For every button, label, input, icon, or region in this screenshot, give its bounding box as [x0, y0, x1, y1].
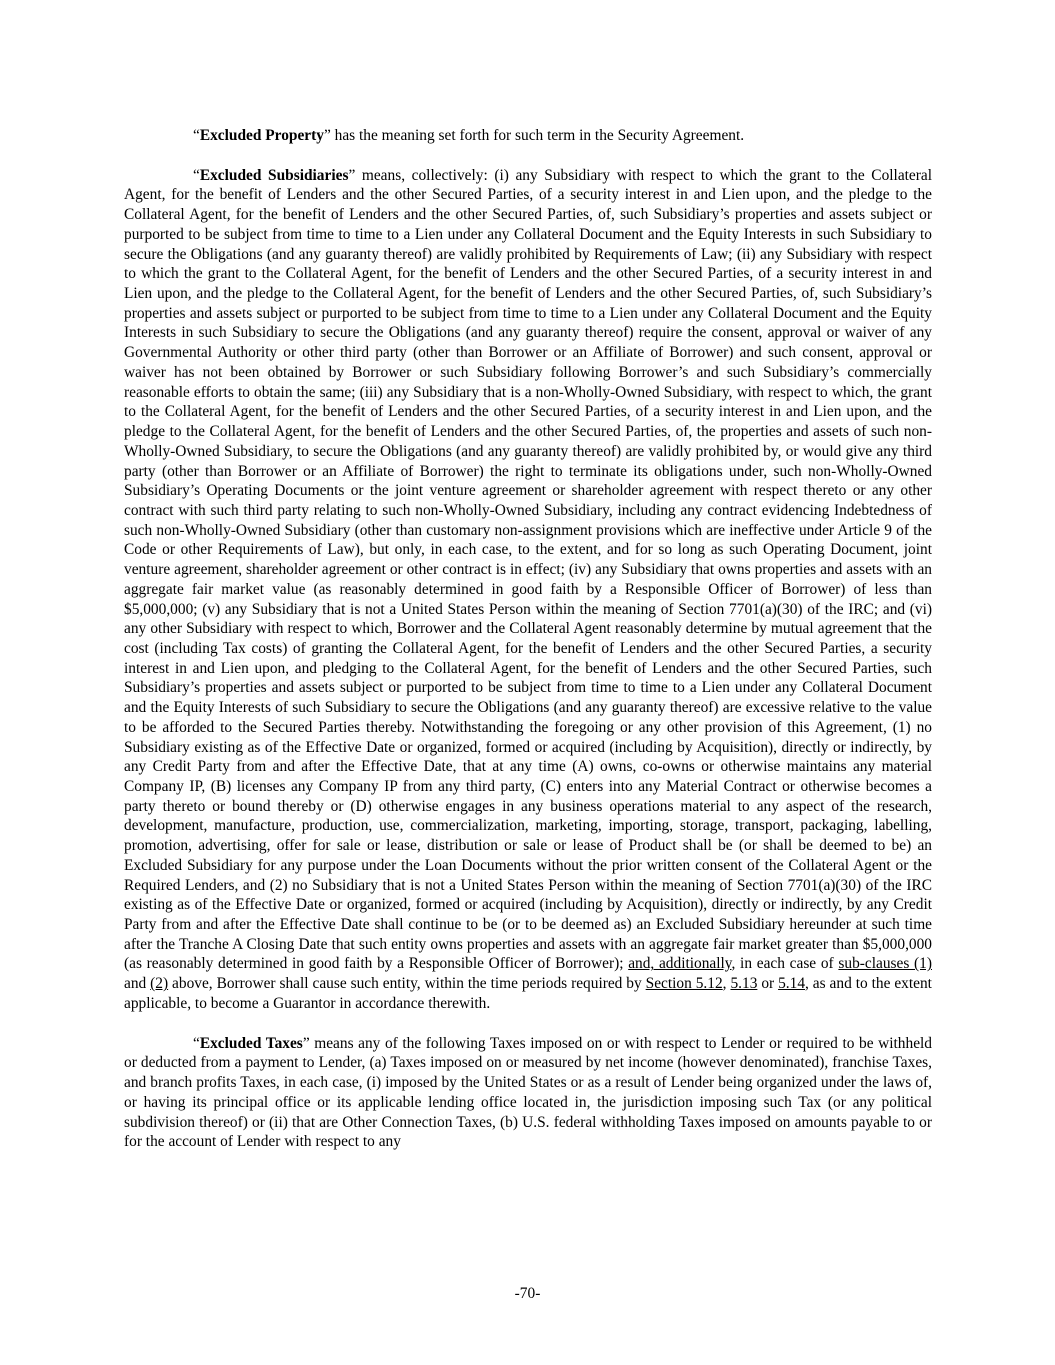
definition-excluded-subsidiaries	[124, 166, 932, 1014]
definition-text: and	[124, 975, 151, 993]
open-quote: “	[193, 127, 200, 144]
open-quote: “	[193, 1034, 200, 1052]
open-quote: “	[193, 166, 200, 184]
cross-reference: (2)	[150, 975, 169, 993]
definition-text: , in each case of	[731, 955, 839, 973]
page-number: -70-	[514, 1285, 541, 1302]
definition-text: or	[757, 975, 779, 993]
document-body	[124, 126, 932, 1152]
definition-text: ” has the meaning set forth for such term in the Security Agreement.	[323, 127, 745, 144]
definition-text: ,	[722, 975, 731, 993]
defined-term: Excluded Taxes	[199, 1034, 303, 1052]
defined-term: Excluded Property	[199, 127, 324, 144]
cross-reference: 5.13	[730, 975, 758, 993]
cross-reference: 5.14	[778, 975, 806, 993]
defined-term: Excluded Subsidiaries	[199, 166, 349, 184]
definition-text: , as and to the extent applicable, to become a Guarantor in accordance therewith.	[124, 975, 932, 1012]
definition-text: above, Borrower shall cause such entity, within the time periods required by	[168, 975, 646, 993]
underlined-phrase: and, additionally	[628, 955, 732, 973]
cross-reference: sub-clauses (1)	[838, 955, 932, 973]
definition-excluded-taxes	[124, 1034, 932, 1152]
definition-text: ” means any of the following Taxes imposed on or with respect to Lender or required to be withheld or deducted from a payment to Lender, (a) Taxes imposed on or measured by net income (however denominated), franchise Taxes, and branch profits Taxes, in each case, (i) imposed by the United States or as a result of Lender being organized under the laws of, or having its principal office or its applicable lending office located in, the jurisdiction imposing such Tax (or any political subdivision thereof) or (ii) that are Other Connection Taxes, (b) U.S. federal withholding Taxes imposed on amounts payable to or for the account of Lender with respect to any	[124, 1034, 932, 1151]
definition-text: ” means, collectively: (i) any Subsidiary with respect to which the grant to the Collateral Agent, for the benefit of Lenders and the other Secured Parties, of a security interest in and Lien upon, and the pledge to the Collateral Agent, for the benefit of Lenders and the other Secured Parties, of, such Subsidiary’s properties and assets subject or purported to be subject from time to time to a Lien under any Collateral Document and the Equity Interests in such Subsidiary to secure the Obligations (and any guaranty thereof) are validly prohibited by Requirements of Law; (ii) any Subsidiary with respect to which the grant to the Collateral Agent, for the benefit of Lenders and the other Secured Parties, of a security interest in and Lien upon, and the pledge to the Collateral Agent, for the benefit of Lenders and the other Secured Parties, of, such Subsidiary’s properties and assets subject or purported to be subject from time to time to a Lien under any Collateral Document and the Equity Interests in such Subsidiary to secure the Obligations (and any guaranty thereof) require the consent, approval or waiver of any Governmental Authority or other third party (other than Borrower or an Affiliate of Borrower) and such consent, approval or waiver has not been obtained by Borrower or such Subsidiary following Borrower’s and such Subsidiary’s commercially reasonable efforts to obtain the same; (iii) any Subsidiary that is a non-Wholly-Owned Subsidiary, with respect to which, the grant to the Collateral Agent, for the benefit of Lenders and the other Secured Parties, of a security interest in and Lien upon, and the pledge to the Collateral Agent, for the benefit of Lenders and the other Secured Parties, of, the properties and assets of such non-Wholly-Owned Subsidiary, to secure the Obligations (and any guaranty thereof) are validly prohibited by, or would give any third party (other than Borrower or an Affiliate of Borrower) the right to terminate its obligations under, such non-Wholly-Owned Subsidiary’s Operating Documents or the joint venture agreement or shareholder agreement with respect thereto or any other contract with such third party relating to such non-Wholly-Owned Subsidiary, including any contract evidencing Indebtedness of such non-Wholly-Owned Subsidiary (other than customary non-assignment provisions which are ineffective under Article 9 of the Code or other Requirements of Law), but only, in each case, to the extent, and for so long as such Operating Document, joint venture agreement, shareholder agreement or other contract is in effect; (iv) any Subsidiary that owns properties and assets with an aggregate fair market value (as reasonably determined in good faith by a Responsible Officer of Borrower) of less than $5,000,000; (v) any Subsidiary that is not a United States Person within the meaning of Section 7701(a)(30) of the IRC; and (vi) any other Subsidiary with respect to which, Borrower and the Collateral Agent reasonably determine by mutual agreement that the cost (including Tax costs) of granting the Collateral Agent, for the benefit of Lenders and the other Secured Parties, a security interest in and Lien upon, and pledging to the Collateral Agent, for the benefit of Lenders and the other Secured Parties, such Subsidiary’s properties and assets subject or purported to be subject from time to time to a Lien under any Collateral Document and the Equity Interests of such Subsidiary to secure the Obligations (and any guaranty thereof) are excessive relative to the value to be afforded to the Secured Parties thereby. Notwithstanding the foregoing or any other provision of this Agreement, (1) no Subsidiary existing as of the Effective Date or organized, formed or acquired (including by Acquisition), directly or indirectly, by any Credit Party from and after the Effective Date, that at any time (A) owns, co-owns or otherwise maintains any material Company IP, (B) licenses any Company IP from any third party, (C) enters into any Material Contract or otherwise becomes a party thereto or bound thereby or (D) otherwise engages in any business operations material to any aspect of the research, development, manufacture, production, use, commercialization, marketing, importing, storage, transport, packaging, labelling, promotion, advertising, offer for sale or lease, distribution or sale or lease of Product shall be (or shall be deemed to be) an Excluded Subsidiary for any purpose under the Loan Documents without the prior written consent of the Collateral Agent or the Required Lenders, and (2) no Subsidiary that is not a United States Person within the meaning of Section 7701(a)(30) of the IRC existing as of the Effective Date or organized, formed or acquired (including by Acquisition), directly or indirectly, by any Credit Party from and after the Effective Date shall continue to be (or to be deemed as) an Excluded Subsidiary hereunder at such time after the Tranche A Closing Date that such entity owns properties and assets with an aggregate fair market greater than $5,000,000 (as reasonably determined in good faith by a Responsible Officer of Borrower);	[124, 166, 932, 973]
cross-reference: Section 5.12	[645, 975, 723, 993]
definition-excluded-property	[124, 126, 932, 146]
